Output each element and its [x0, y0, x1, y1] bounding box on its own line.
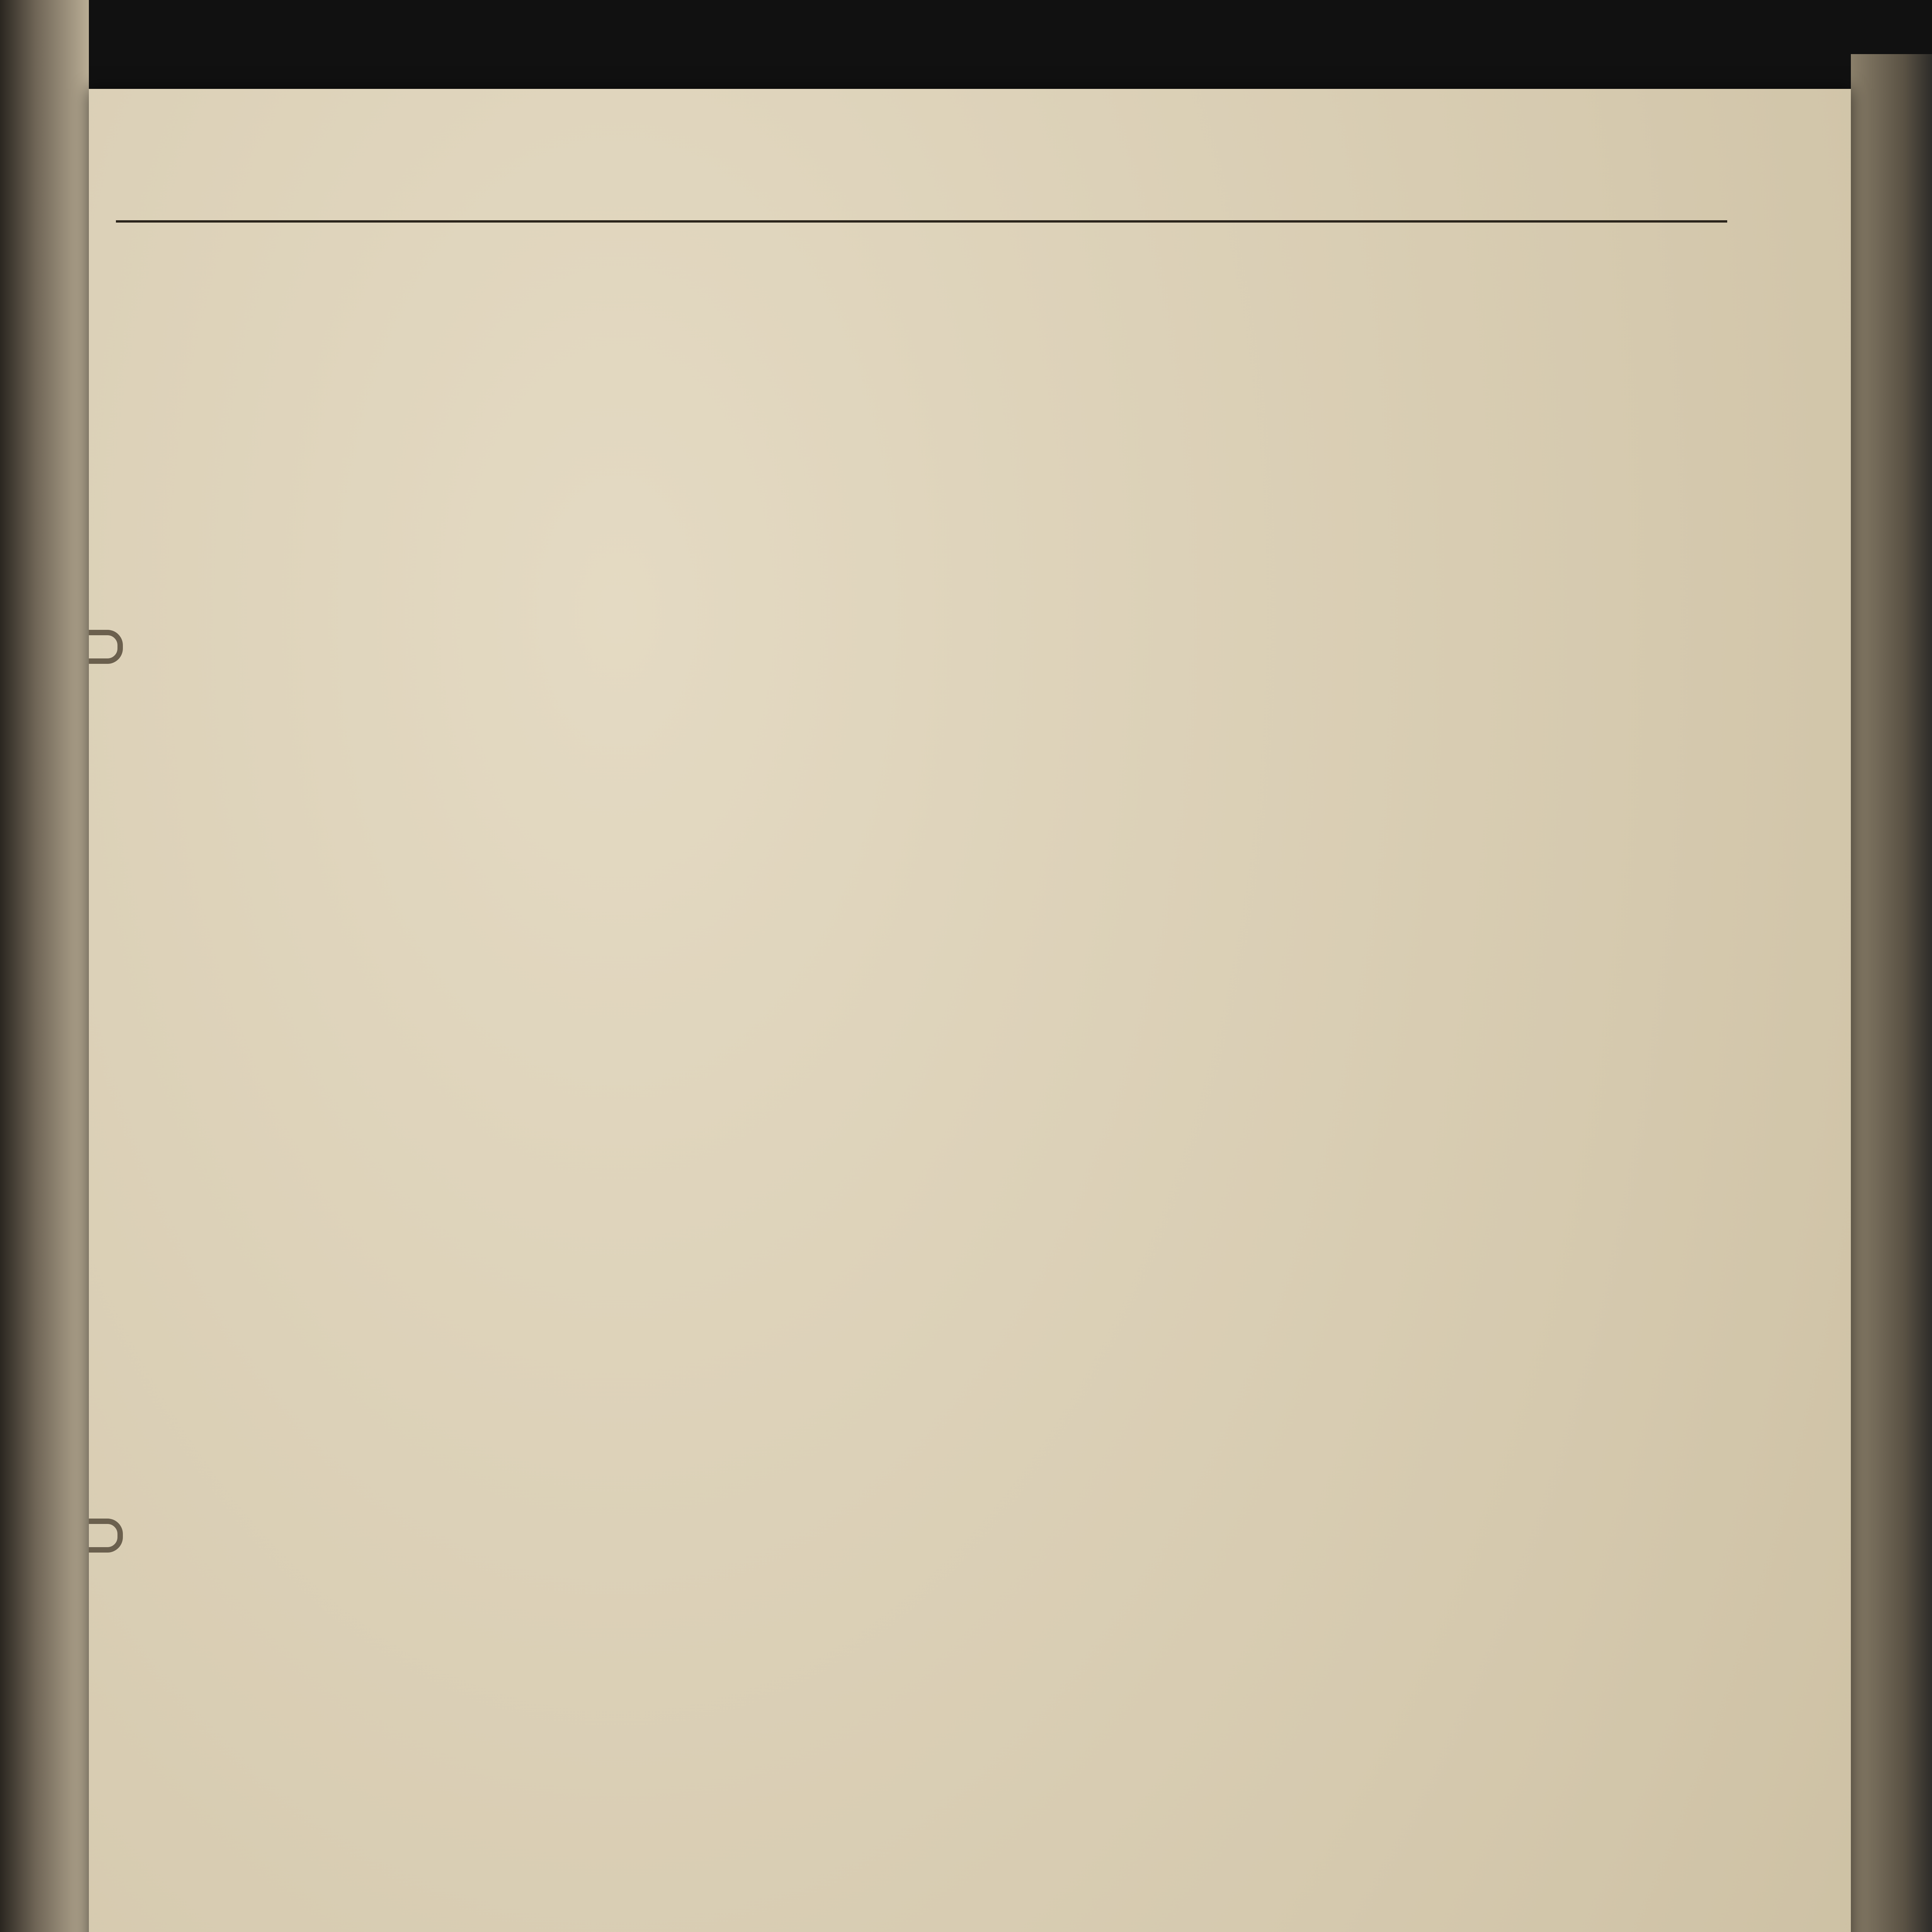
- page-edge: [1851, 54, 1932, 1932]
- parade-column-1: [116, 381, 464, 1115]
- book-binding: [0, 0, 89, 1932]
- parade-column-2: [475, 381, 835, 1115]
- binding-ring: [89, 1519, 123, 1553]
- masthead: [116, 193, 1727, 223]
